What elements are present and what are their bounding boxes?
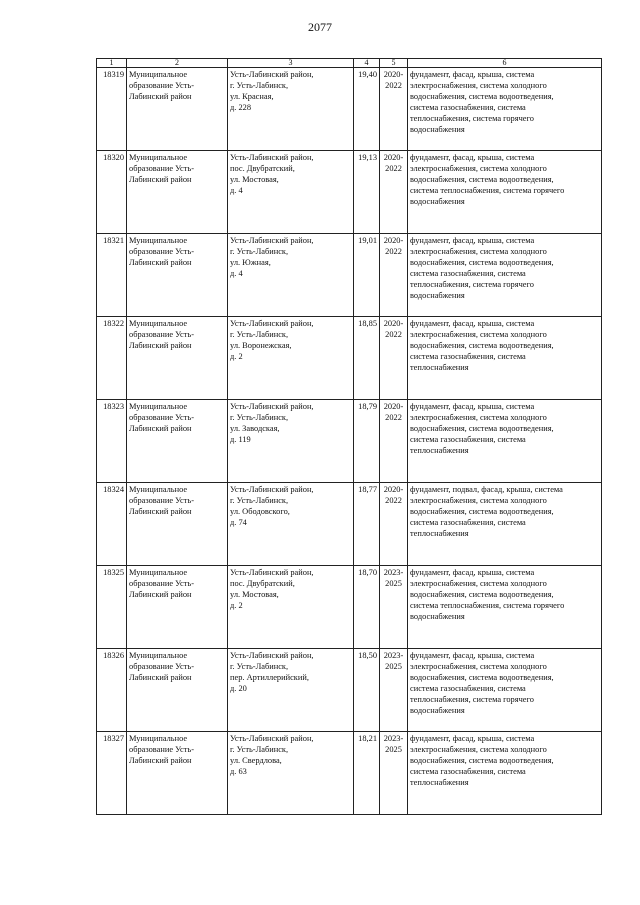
works-line: система газоснабжения, система <box>410 103 526 112</box>
works-line: водоснабжения, система водоотведения, <box>410 756 554 765</box>
address-line: г. Усть-Лабинск, <box>230 81 289 90</box>
area-cell: 18,77 <box>354 483 380 566</box>
address-line: д. 119 <box>230 435 251 444</box>
address-line: д. 2 <box>230 352 243 361</box>
area-cell: 18,70 <box>354 566 380 649</box>
address-line: Усть-Лабинский район, <box>230 568 314 577</box>
works-cell <box>408 732 602 815</box>
area-cell: 19,13 <box>354 151 380 234</box>
works-line: фундамент, фасад, крыша, система <box>410 319 535 328</box>
address-line: Усть-Лабинский район, <box>230 153 314 162</box>
works-line: электроснабжения, система холодного <box>410 496 547 505</box>
period-line: 2022 <box>385 164 402 173</box>
works-line: фундамент, фасад, крыша, система <box>410 70 535 79</box>
address-line: ул. Южная, <box>230 258 271 267</box>
address-cell <box>228 732 354 815</box>
address-line: ул. Воронежская, <box>230 341 292 350</box>
municipality-line: образование Усть- <box>129 745 195 754</box>
address-line: д. 20 <box>230 684 247 693</box>
municipality-line: Муниципальное <box>129 70 188 79</box>
address-line: Усть-Лабинский район, <box>230 319 314 328</box>
municipality-line: Муниципальное <box>129 319 188 328</box>
works-line: водоснабжения, система водоотведения, <box>410 590 554 599</box>
period-line: 2020- <box>383 485 404 494</box>
address-line: ул. Мостовая, <box>230 590 279 599</box>
address-cell <box>228 68 354 151</box>
period-line: 2023- <box>383 568 404 577</box>
works-cell <box>408 649 602 732</box>
period-line: 2023- <box>383 651 404 660</box>
column-number: 1 <box>97 59 127 68</box>
municipality-line: Лабинский район <box>129 507 192 516</box>
table-row <box>97 234 602 317</box>
address-line: пос. Двубратский, <box>230 164 295 173</box>
municipality-line: образование Усть- <box>129 496 195 505</box>
works-line: теплоснабжения <box>410 363 469 372</box>
column-number-row <box>97 59 602 68</box>
municipality-line: Муниципальное <box>129 568 188 577</box>
municipality-line: Лабинский район <box>129 424 192 433</box>
works-line: фундамент, фасад, крыша, система <box>410 236 535 245</box>
municipality-line: Лабинский район <box>129 175 192 184</box>
address-line: г. Усть-Лабинск, <box>230 330 289 339</box>
period-line: 2025 <box>385 662 402 671</box>
address-cell <box>228 400 354 483</box>
municipality-cell <box>127 649 228 732</box>
works-line: водоснабжения, система водоотведения, <box>410 341 554 350</box>
works-line: водоснабжения, система водоотведения, <box>410 673 554 682</box>
address-line: Усть-Лабинский район, <box>230 734 314 743</box>
works-line: теплоснабжения <box>410 778 469 787</box>
address-line: д. 2 <box>230 601 243 610</box>
address-line: Усть-Лабинский район, <box>230 70 314 79</box>
address-line: д. 74 <box>230 518 247 527</box>
works-line: водоснабжения, система водоотведения, <box>410 424 554 433</box>
area-cell: 19,01 <box>354 234 380 317</box>
municipality-cell <box>127 566 228 649</box>
period-line: 2022 <box>385 413 402 422</box>
municipality-cell <box>127 68 228 151</box>
row-number: 18321 <box>97 234 127 317</box>
address-cell <box>228 566 354 649</box>
municipality-cell <box>127 400 228 483</box>
municipality-line: образование Усть- <box>129 81 195 90</box>
table-row <box>97 732 602 815</box>
address-line: ул. Свердлова, <box>230 756 282 765</box>
works-line: система газоснабжения, система <box>410 767 526 776</box>
period-line: 2022 <box>385 496 402 505</box>
period-line: 2022 <box>385 247 402 256</box>
address-line: г. Усть-Лабинск, <box>230 496 289 505</box>
works-cell <box>408 483 602 566</box>
municipality-line: Лабинский район <box>129 258 192 267</box>
period-line: 2025 <box>385 579 402 588</box>
works-cell <box>408 400 602 483</box>
address-line: пос. Двубратский, <box>230 579 295 588</box>
address-cell <box>228 234 354 317</box>
address-line: ул. Заводская, <box>230 424 280 433</box>
period-line: 2022 <box>385 81 402 90</box>
period-cell <box>380 317 408 400</box>
address-cell <box>228 483 354 566</box>
municipality-line: Лабинский район <box>129 590 192 599</box>
address-line: Усть-Лабинский район, <box>230 651 314 660</box>
table-row <box>97 649 602 732</box>
period-line: 2020- <box>383 236 404 245</box>
period-cell <box>380 566 408 649</box>
works-line: водоснабжения, система водоотведения, <box>410 258 554 267</box>
address-cell <box>228 317 354 400</box>
column-number: 6 <box>408 59 602 68</box>
works-line: электроснабжения, система холодного <box>410 413 547 422</box>
column-number: 5 <box>380 59 408 68</box>
works-line: фундамент, фасад, крыша, система <box>410 734 535 743</box>
address-line: Усть-Лабинский район, <box>230 485 314 494</box>
municipality-cell <box>127 317 228 400</box>
table-row <box>97 151 602 234</box>
works-line: водоснабжения, система водоотведения, <box>410 507 554 516</box>
address-line: Усть-Лабинский район, <box>230 236 314 245</box>
period-line: 2020- <box>383 153 404 162</box>
works-line: электроснабжения, система холодного <box>410 247 547 256</box>
row-number: 18324 <box>97 483 127 566</box>
period-cell <box>380 234 408 317</box>
works-cell <box>408 151 602 234</box>
register-table <box>96 58 602 815</box>
period-line: 2025 <box>385 745 402 754</box>
row-number: 18325 <box>97 566 127 649</box>
works-line: электроснабжения, система холодного <box>410 745 547 754</box>
address-line: г. Усть-Лабинск, <box>230 745 289 754</box>
works-line: фундамент, фасад, крыша, система <box>410 568 535 577</box>
works-line: фундамент, подвал, фасад, крыша, система <box>410 485 563 494</box>
row-number: 18327 <box>97 732 127 815</box>
works-line: водоснабжения, система водоотведения, <box>410 92 554 101</box>
period-cell <box>380 649 408 732</box>
table-row <box>97 483 602 566</box>
address-line: д. 63 <box>230 767 247 776</box>
municipality-line: Лабинский район <box>129 673 192 682</box>
period-cell <box>380 151 408 234</box>
address-line: ул. Красная, <box>230 92 274 101</box>
page-number: 2077 <box>308 20 332 34</box>
works-line: теплоснабжения, система горячего <box>410 695 534 704</box>
table-row <box>97 68 602 151</box>
area-cell: 18,85 <box>354 317 380 400</box>
address-line: пер. Артиллерийский, <box>230 673 309 682</box>
row-number: 18319 <box>97 68 127 151</box>
works-line: водоснабжения <box>410 706 465 715</box>
works-line: электроснабжения, система холодного <box>410 662 547 671</box>
municipality-cell <box>127 151 228 234</box>
works-cell <box>408 68 602 151</box>
municipality-cell <box>127 732 228 815</box>
works-line: водоснабжения <box>410 125 465 134</box>
municipality-line: Муниципальное <box>129 485 188 494</box>
works-line: система газоснабжения, система <box>410 518 526 527</box>
municipality-line: Лабинский район <box>129 92 192 101</box>
table-row <box>97 566 602 649</box>
period-cell <box>380 732 408 815</box>
municipality-line: Лабинский район <box>129 341 192 350</box>
municipality-line: образование Усть- <box>129 330 195 339</box>
municipality-line: Муниципальное <box>129 236 188 245</box>
address-line: г. Усть-Лабинск, <box>230 247 289 256</box>
address-cell <box>228 151 354 234</box>
column-number: 3 <box>228 59 354 68</box>
works-line: система теплоснабжения, система горячего <box>410 186 565 195</box>
address-line: д. 4 <box>230 269 243 278</box>
municipality-cell <box>127 234 228 317</box>
works-cell <box>408 234 602 317</box>
column-number: 2 <box>127 59 228 68</box>
works-line: электроснабжения, система холодного <box>410 164 547 173</box>
works-line: система теплоснабжения, система горячего <box>410 601 565 610</box>
area-cell: 19,40 <box>354 68 380 151</box>
address-cell <box>228 649 354 732</box>
address-line: ул. Ободовского, <box>230 507 290 516</box>
works-cell <box>408 566 602 649</box>
municipality-line: Муниципальное <box>129 651 188 660</box>
municipality-line: Муниципальное <box>129 153 188 162</box>
works-line: система газоснабжения, система <box>410 435 526 444</box>
address-line: г. Усть-Лабинск, <box>230 413 289 422</box>
municipality-line: образование Усть- <box>129 662 195 671</box>
table-row <box>97 400 602 483</box>
period-line: 2020- <box>383 402 404 411</box>
period-line: 2020- <box>383 70 404 79</box>
works-line: система газоснабжения, система <box>410 269 526 278</box>
period-cell <box>380 400 408 483</box>
period-cell <box>380 68 408 151</box>
works-line: электроснабжения, система холодного <box>410 579 547 588</box>
row-number: 18322 <box>97 317 127 400</box>
area-cell: 18,21 <box>354 732 380 815</box>
column-number: 4 <box>354 59 380 68</box>
works-line: теплоснабжения <box>410 446 469 455</box>
period-line: 2023- <box>383 734 404 743</box>
municipality-line: образование Усть- <box>129 579 195 588</box>
address-line: ул. Мостовая, <box>230 175 279 184</box>
area-cell: 18,79 <box>354 400 380 483</box>
works-line: водоснабжения <box>410 612 465 621</box>
row-number: 18320 <box>97 151 127 234</box>
municipality-line: образование Усть- <box>129 247 195 256</box>
municipality-line: Муниципальное <box>129 402 188 411</box>
period-cell <box>380 483 408 566</box>
municipality-line: Лабинский район <box>129 756 192 765</box>
address-line: д. 228 <box>230 103 252 112</box>
works-cell <box>408 317 602 400</box>
municipality-cell <box>127 483 228 566</box>
works-line: фундамент, фасад, крыша, система <box>410 651 535 660</box>
works-line: система газоснабжения, система <box>410 352 526 361</box>
works-line: фундамент, фасад, крыша, система <box>410 402 535 411</box>
address-line: д. 4 <box>230 186 243 195</box>
works-line: система газоснабжения, система <box>410 684 526 693</box>
works-line: электроснабжения, система холодного <box>410 330 547 339</box>
works-line: электроснабжения, система холодного <box>410 81 547 90</box>
address-line: г. Усть-Лабинск, <box>230 662 289 671</box>
works-line: теплоснабжения, система горячего <box>410 280 534 289</box>
period-line: 2022 <box>385 330 402 339</box>
table-row <box>97 317 602 400</box>
municipality-line: Муниципальное <box>129 734 188 743</box>
works-line: водоснабжения <box>410 197 465 206</box>
municipality-line: образование Усть- <box>129 413 195 422</box>
works-line: водоснабжения <box>410 291 465 300</box>
municipality-line: образование Усть- <box>129 164 195 173</box>
works-line: теплоснабжения <box>410 529 469 538</box>
row-number: 18323 <box>97 400 127 483</box>
works-line: водоснабжения, система водоотведения, <box>410 175 554 184</box>
row-number: 18326 <box>97 649 127 732</box>
period-line: 2020- <box>383 319 404 328</box>
address-line: Усть-Лабинский район, <box>230 402 314 411</box>
works-line: теплоснабжения, система горячего <box>410 114 534 123</box>
works-line: фундамент, фасад, крыша, система <box>410 153 535 162</box>
area-cell: 18,50 <box>354 649 380 732</box>
